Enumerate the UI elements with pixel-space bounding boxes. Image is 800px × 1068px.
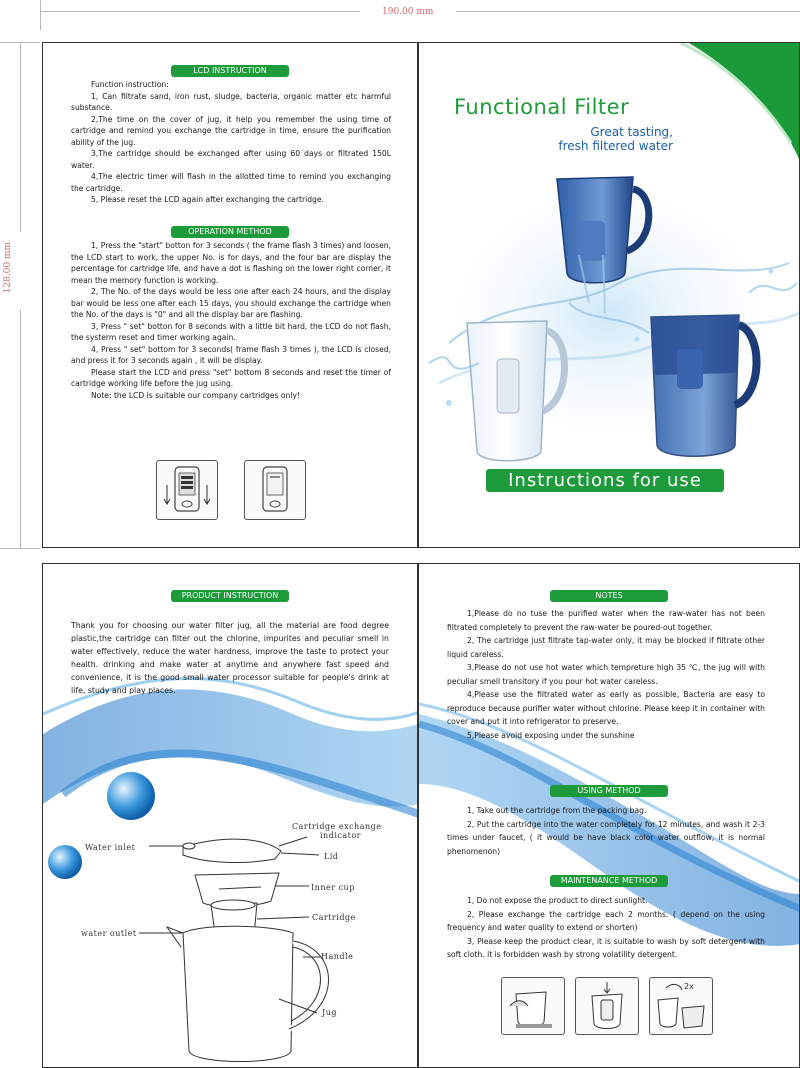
lcd-instruction-body (71, 79, 391, 206)
rinse-count-badge: 2x (684, 982, 694, 991)
maintenance-method-title: MAINTENANCE METHOD (550, 875, 668, 887)
left-dimension-line (20, 310, 21, 548)
width-dimension-label: 190.00 mm (382, 7, 434, 17)
lcd-line: 2,The time on the cover of jug, it help you remember the using time of cartridge and remind you exchange the cartridge in time, ensure the purification ability of the jug. (71, 114, 391, 147)
left-dimension-tick (0, 548, 40, 549)
label-handle: Handle (321, 952, 354, 961)
operation-line: 3, Press " set" botton for 8 seconds with a little bit hard, the LCD do not flash, the systerm reset and timer working again. (71, 321, 391, 342)
operation-method-title: OPERATION METHOD (171, 226, 289, 238)
lcd-display-device-icon (244, 460, 306, 520)
jug-exploded-diagram (43, 829, 418, 1068)
cover-jugs-image (419, 163, 800, 493)
label-water-outlet: water outlet (81, 929, 137, 938)
notes-line: 1,Please do no tuse the purified water when the raw-water has not been filtrated completely to prevent the raw-water be poured-out together. (447, 609, 765, 632)
using-line: 1, Take out the cartridge from the packing bag. (467, 806, 647, 815)
top-dimension-tick (40, 0, 41, 30)
product-instruction-body: Thank you for choosing our water filter jug, all the material are food degree plastic,the cartridge can filter out the chlorine, impurites and peculiar smell in water effectively, reduce the water hardness, improve the taste to protect your health. drinking and make water at anytime and anywhere fast speed and convenience, it is the good small water processor suitable for people's drink at life, study and play places. (71, 621, 389, 695)
using-line: 2, Put the cartridge into the water completely for 12 minutes, and wash it 2-3 times under faucet, ( it would be have black color water outflow, it is normal phenomenon) (447, 819, 765, 856)
label-jug: Jug (322, 1008, 337, 1017)
wash-jug-icon (501, 977, 565, 1035)
operation-line: 2, The No. of the days would be less one after each 24 hours, and the display bar would be less one after each 15 days, you should exchange the cartridge when the No. of the days is "0" and all the display bar are flashing. (71, 287, 391, 319)
left-dimension-line (20, 42, 21, 232)
lcd-line: 5, Please reset the LCD again after exchanging the cartridge. (91, 195, 324, 204)
top-dimension-line (456, 11, 800, 12)
lcd-line: 1, Can filtrate sand, iron rust, sludge, bacteria, organic matter etc harmful substance. (71, 91, 391, 112)
maintenance-line: 2, Please exchange the cartridge each 2 months. ( depend on the using frequency and water quality to extend or shorten) (447, 909, 765, 932)
product-instruction-title: PRODUCT INSTRUCTION (171, 590, 289, 602)
lcd-line: Function instruction: (91, 80, 169, 89)
label-lid: Lid (324, 852, 339, 861)
operation-line: 1, Press the "start" botton for 3 seconds ( the frame flash 3 times) and loosen, the LCD start to work, the upper No. is for days, and the four bar are display the percentage for cartridge life. and have a dot is flashing on the lower right corner, it mean the memory function is working. (71, 241, 391, 285)
maintenance-line: 1, Do not expose the product to direct sunlight. (467, 896, 648, 905)
notes-line: 3,Please do not use hot water which tempreture high 35 ℃, the jug will with peculiar smell transitory if you pour hot water careless. (447, 663, 765, 686)
notes-line: 5,Please avoid exposing under the sunshine (467, 730, 635, 740)
operation-line: Note: the LCD is suitable our company cartridges only! (91, 390, 300, 400)
operation-line: 4, Press " set" bottom for 3 seconds( frame flash 3 times ), the LCD is closed, and press it for 3 seconds again , it will be display. (71, 344, 391, 365)
lcd-line: 4,The electric timer will flash in the allotted time to remind you exchanging the cartridge. (71, 172, 391, 193)
using-method-title: USING METHOD (550, 785, 668, 797)
notes-body (447, 607, 765, 742)
label-inner-cup: Inner cup (311, 883, 355, 892)
cover-subtitle-line1: Great tasting, (590, 125, 673, 139)
notes-line: 2, The cartridge just filtrate tap-water only, it may be blocked if filtrate other liquid careless. (447, 636, 765, 659)
label-cartridge-exchange-indicator: Cartridge exchange (292, 822, 382, 831)
cover-subtitle-line2: fresh filtered water (558, 139, 673, 153)
lcd-start-device-icon (156, 460, 218, 520)
operation-line: Please start the LCD and press "set" bottom 8 seconds and reset the timer of cartridge working life before the jug using. (71, 367, 391, 388)
rinse-twice-icon (649, 977, 713, 1035)
panel-cover (418, 42, 800, 548)
label-water-inlet: Water inlet (85, 843, 136, 852)
operation-method-body (71, 240, 391, 401)
maintenance-line: 3, Please keep the product clear, it is suitable to wash by soft detergent with soft cloth. it is forbidden wash by strong volatility detergent. (447, 936, 765, 959)
lcd-line: 3,The cartridge should be exchanged after using 60 days or filtrated 150L water. (71, 149, 391, 170)
using-method-body (447, 804, 765, 858)
insert-cartridge-icon (575, 977, 639, 1035)
lcd-instruction-title: LCD INSTRUCTION (171, 65, 289, 77)
top-dimension-line (40, 11, 360, 12)
maintenance-method-body (447, 894, 765, 962)
instructions-for-use-banner: Instructions for use (486, 469, 724, 492)
left-dimension-tick (0, 42, 40, 43)
notes-title: NOTES (550, 590, 668, 602)
panel-product (42, 563, 418, 1068)
panel-notes (418, 563, 800, 1068)
panel-lcd-operation (42, 42, 418, 548)
height-dimension-label: 128.00 mm (3, 242, 13, 294)
label-cartridge-exchange-indicator: indicator (320, 831, 361, 840)
label-cartridge: Cartridge (312, 913, 356, 922)
notes-line: 4,Please use the filtrated water as early as possible, Bacteria are easy to reproduce because purifier water without chlorine. Please keep it in container with cover and put it into refrigerator to preserve. (447, 690, 765, 726)
cover-title: Functional Filter (454, 95, 630, 119)
